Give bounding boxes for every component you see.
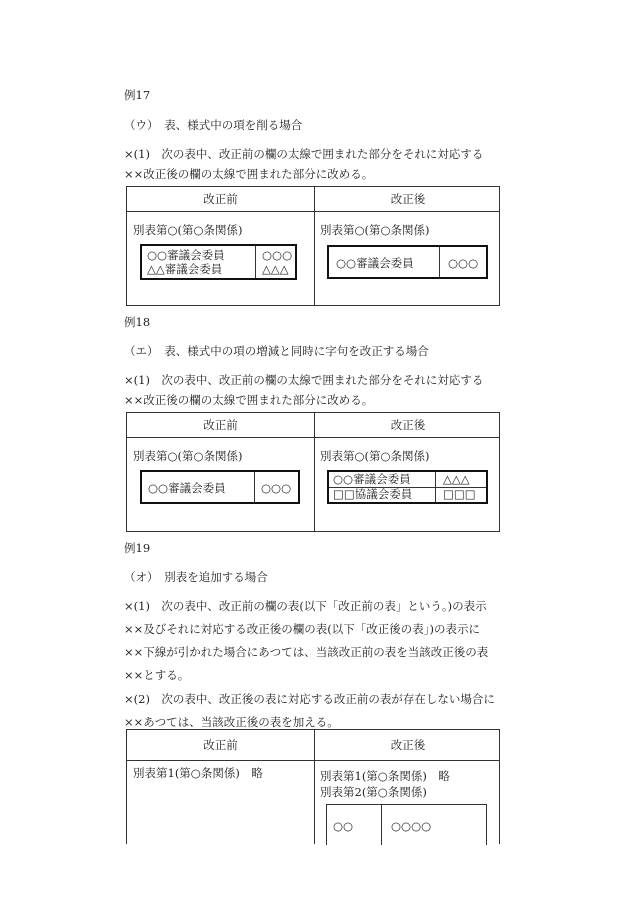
example-18-comparison-table (126, 412, 500, 532)
table-cell: ○○○○ (391, 819, 432, 833)
table-cell: ○○○ (262, 248, 293, 262)
example-19-rule-1-line-1: ×(1) 次の表中、改正前の欄の表(以下「改正前の表」という。)の表示 (124, 599, 487, 613)
before-bordered-table (140, 244, 297, 280)
table-cell: ○○ (333, 819, 354, 833)
example-19-label: 例19 (124, 541, 151, 555)
after-bordered-table (327, 245, 488, 279)
header-divider (127, 211, 499, 212)
column-header-before: 改正前 (203, 738, 238, 752)
cell-divider (255, 246, 256, 278)
before-table-title: 別表第○(第○条関係) (133, 449, 243, 463)
table-cell: ○○審議会委員 (336, 256, 414, 270)
table-cell: □□協議会委員 (333, 487, 413, 501)
column-divider (314, 413, 315, 531)
header-divider (127, 760, 499, 761)
example-18-rule-line-1: ×(1) 次の表中、改正前の欄の太線で囲まれた部分をそれに対応する (124, 373, 484, 387)
after-table-title-2: 別表第2(第○条関係) (320, 785, 427, 799)
after-added-table (326, 804, 487, 845)
after-table-title-1: 別表第1(第○条関係) 略 (320, 769, 450, 783)
example-19-rule-1-line-4: ××とする。 (124, 668, 190, 682)
table-cell: △△審議会委員 (147, 262, 223, 276)
before-table-title: 別表第○(第○条関係) (133, 223, 243, 237)
cell-divider (254, 472, 255, 502)
after-bordered-table (327, 470, 488, 504)
table-cell: ○○審議会委員 (148, 481, 226, 495)
example-18-rule-line-2: ××改正後の欄の太線で囲まれた部分に改める。 (124, 393, 374, 407)
example-17-comparison-table (126, 186, 500, 306)
example-17-rule-line-2: ××改正後の欄の太線で囲まれた部分に改める。 (124, 167, 374, 181)
example-19-rule-1-line-3: ××下線が引かれた場合にあつては、当該改正前の表を当該改正後の表 (124, 645, 489, 659)
example-18-heading: （エ） 表、様式中の項の増減と同時に字句を改正する場合 (124, 344, 429, 358)
table-cell: ○○審議会委員 (333, 472, 411, 486)
example-19-rule-2-line-2: ××あつては、当該改正後の表を加える。 (124, 715, 339, 729)
example-19-comparison-table (126, 729, 500, 844)
example-18-label: 例18 (124, 315, 151, 329)
column-divider (314, 187, 315, 305)
after-table-title: 別表第○(第○条関係) (320, 449, 430, 463)
column-header-after: 改正後 (390, 418, 426, 432)
column-header-after: 改正後 (390, 738, 426, 752)
table-cell: □□□ (443, 487, 476, 501)
example-17-heading: （ウ） 表、様式中の項を削る場合 (124, 118, 303, 132)
table-cell: △△△ (262, 262, 289, 276)
cell-divider (381, 805, 382, 845)
example-17-rule-line-1: ×(1) 次の表中、改正前の欄の太線で囲まれた部分をそれに対応する (124, 147, 484, 161)
table-cell: ○○審議会委員 (147, 248, 225, 262)
before-table-title: 別表第1(第○条関係) 略 (133, 766, 263, 780)
column-divider (314, 730, 315, 844)
example-19-rule-1-line-2: ××及びそれに対応する改正後の欄の表(以下「改正後の表」)の表示に (124, 622, 480, 636)
table-cell: ○○○ (261, 481, 292, 495)
column-header-before: 改正前 (203, 192, 238, 206)
table-cell: △△△ (443, 472, 470, 486)
table-cell: ○○○ (448, 256, 479, 270)
column-header-after: 改正後 (390, 192, 426, 206)
example-19-rule-2-line-1: ×(2) 次の表中、改正後の表に対応する改正前の表が存在しない場合に (124, 692, 495, 706)
example-19-heading: （オ） 別表を追加する場合 (124, 570, 268, 584)
after-table-title: 別表第○(第○条関係) (320, 223, 430, 237)
header-divider (127, 437, 499, 438)
column-header-before: 改正前 (203, 418, 238, 432)
example-17-label: 例17 (124, 88, 151, 102)
cell-divider (439, 247, 440, 277)
before-bordered-table (140, 470, 300, 504)
